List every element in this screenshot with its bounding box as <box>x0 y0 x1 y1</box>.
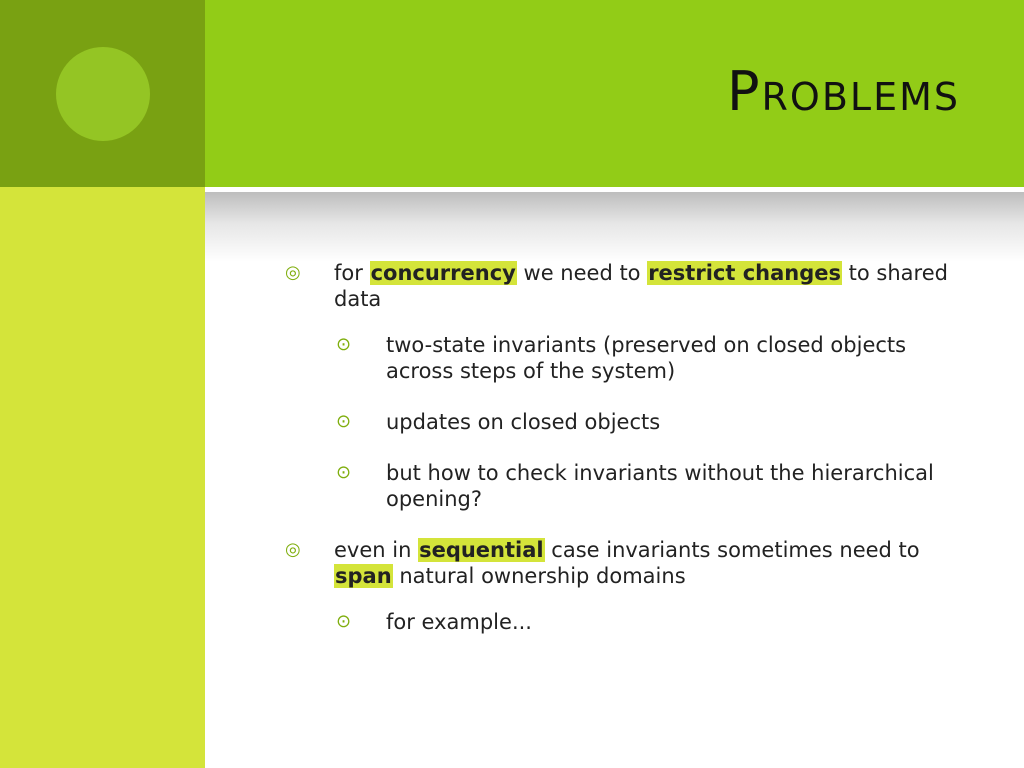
sub-bullet-text: for example... <box>386 610 532 634</box>
emphasis-span: span <box>335 564 392 588</box>
bullet-text-part: to shared data <box>334 261 948 311</box>
bullet-item <box>285 260 975 312</box>
emphasis-sequential: sequential <box>419 538 544 562</box>
decorative-circle <box>56 47 150 141</box>
bullet-text-part: case invariants sometimes need to <box>544 538 920 562</box>
sub-bullet-text: updates on closed objects <box>386 410 661 434</box>
circle-dot-bullet-icon: ⊙ <box>336 462 352 483</box>
sub-bullet-item <box>285 332 975 384</box>
circle-dot-bullet-icon: ⊙ <box>336 334 352 355</box>
bullet-text-part: we need to <box>516 261 648 285</box>
sub-bullet-item <box>285 460 975 512</box>
emphasis-concurrency: concurrency <box>370 261 516 285</box>
header-shadow-gradient <box>205 192 1024 262</box>
slide-title: Problems <box>726 60 960 123</box>
sub-bullet-item <box>285 409 975 435</box>
slide-content <box>285 260 975 660</box>
sub-bullet-text: two-state invariants (preserved on closed objects across steps of the system) <box>386 333 907 383</box>
double-circle-bullet-icon: ◎ <box>285 539 301 560</box>
sidebar-top-block <box>0 0 205 187</box>
double-circle-bullet-icon: ◎ <box>285 262 301 283</box>
bullet-text-part: for <box>334 261 370 285</box>
circle-dot-bullet-icon: ⊙ <box>336 611 352 632</box>
bullet-text-part: natural ownership domains <box>392 564 686 588</box>
circle-dot-bullet-icon: ⊙ <box>336 411 352 432</box>
emphasis-restrict-changes: restrict changes <box>648 261 841 285</box>
bullet-item <box>285 537 975 589</box>
bullet-text-part: even in <box>334 538 419 562</box>
sub-bullet-item <box>285 609 975 635</box>
sidebar-bottom-block <box>0 187 205 768</box>
sub-bullet-text: but how to check invariants without the hierarchical opening? <box>386 461 934 511</box>
